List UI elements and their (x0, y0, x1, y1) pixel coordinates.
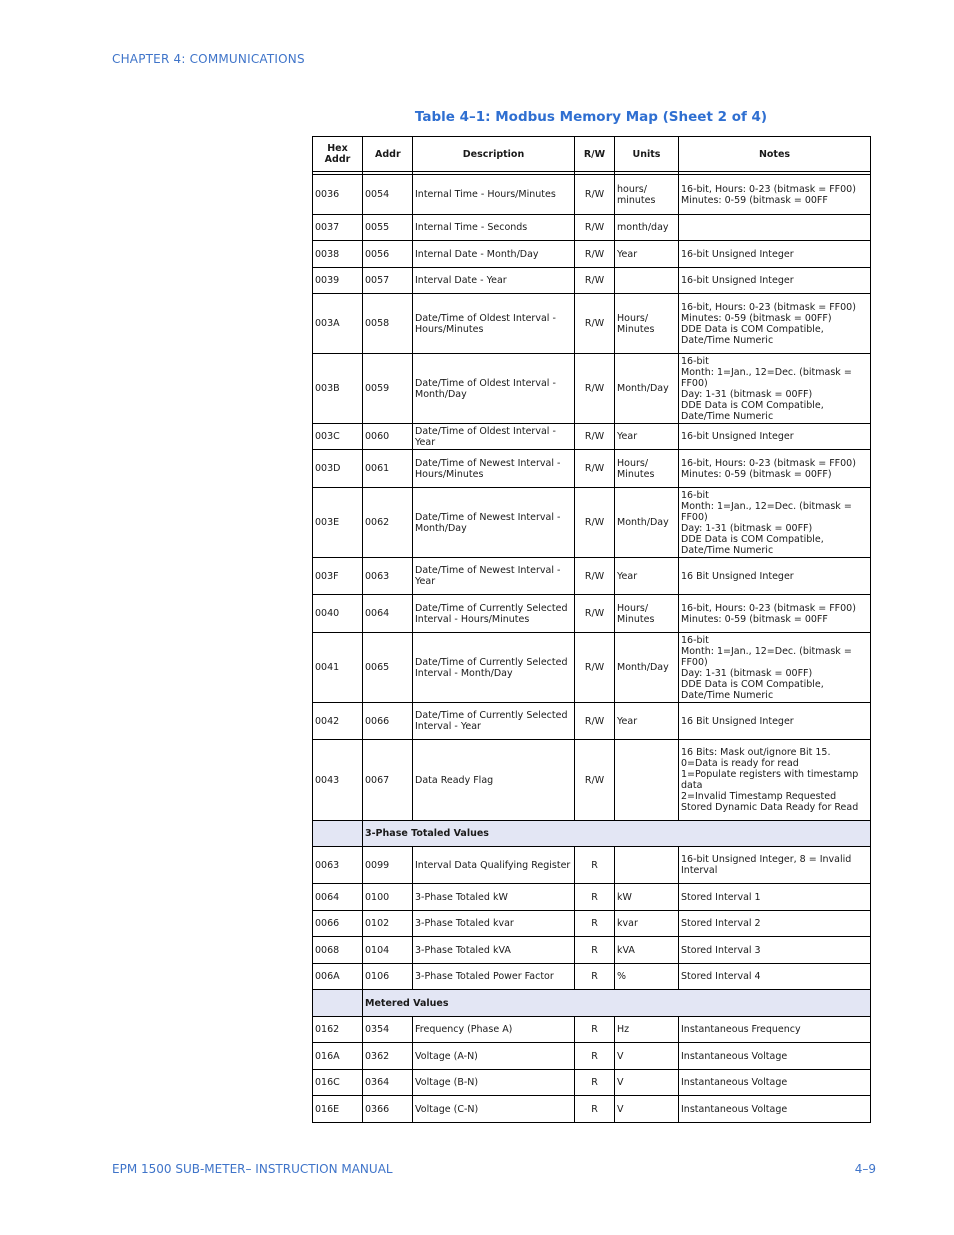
cell-units: kW (615, 884, 679, 911)
cell-hex-addr: 006A (313, 964, 363, 990)
cell-addr: 0066 (363, 703, 413, 740)
cell-notes: 16-bit Month: 1=Jan., 12=Dec. (bitmask = FF00) Day: 1-31 (bitmask = 00FF) DDE Data is COM Compatible, Date/Time Numeric (679, 354, 871, 424)
table-body (313, 175, 871, 1123)
col-header-description: Description (413, 137, 575, 172)
cell-units: kVA (615, 937, 679, 964)
section-row (313, 990, 871, 1017)
cell-notes: 16-bit Unsigned Integer (679, 424, 871, 450)
cell-description: 3-Phase Totaled kVA (413, 937, 575, 964)
cell-notes: Stored Interval 4 (679, 964, 871, 990)
table-row (313, 1070, 871, 1096)
cell-units: Month/Day (615, 633, 679, 703)
table-row (313, 424, 871, 450)
cell-rw: R (575, 937, 615, 964)
cell-notes: Instantaneous Voltage (679, 1096, 871, 1123)
cell-description: Internal Time - Seconds (413, 215, 575, 241)
cell-notes: 16 Bits: Mask out/ignore Bit 15. 0=Data is ready for read 1=Populate registers with timestamp data 2=Invalid Timestamp Requested Stored Dynamic Data Ready for Read (679, 740, 871, 821)
table-row (313, 1043, 871, 1070)
cell-notes: Instantaneous Voltage (679, 1070, 871, 1096)
cell-addr: 0364 (363, 1070, 413, 1096)
table-row (313, 937, 871, 964)
cell-units: Year (615, 703, 679, 740)
cell-addr: 0362 (363, 1043, 413, 1070)
cell-hex-addr: 0041 (313, 633, 363, 703)
cell-addr: 0065 (363, 633, 413, 703)
cell-notes: 16-bit Unsigned Integer (679, 241, 871, 268)
cell-units: V (615, 1043, 679, 1070)
cell-description: Date/Time of Newest Interval - Year (413, 558, 575, 595)
cell-addr: 0064 (363, 595, 413, 633)
table-row (313, 740, 871, 821)
cell-addr: 0056 (363, 241, 413, 268)
cell-hex-addr: 0042 (313, 703, 363, 740)
cell-rw: R (575, 1096, 615, 1123)
cell-rw: R (575, 884, 615, 911)
cell-notes: Stored Interval 2 (679, 911, 871, 937)
cell-rw: R/W (575, 268, 615, 294)
cell-description: Data Ready Flag (413, 740, 575, 821)
col-header-addr: Addr (363, 137, 413, 172)
cell-hex-addr: 0162 (313, 1017, 363, 1043)
cell-addr: 0067 (363, 740, 413, 821)
cell-rw: R/W (575, 740, 615, 821)
cell-notes: 16-bit, Hours: 0-23 (bitmask = FF00) Minutes: 0-59 (bitmask = 00FF) (679, 450, 871, 488)
chapter-header: CHAPTER 4: COMMUNICATIONS (112, 52, 305, 66)
cell-hex-addr: 0068 (313, 937, 363, 964)
cell-addr: 0059 (363, 354, 413, 424)
cell-units (615, 740, 679, 821)
cell-addr: 0054 (363, 175, 413, 215)
cell-hex-addr: 003B (313, 354, 363, 424)
cell-notes: 16-bit Unsigned Integer (679, 268, 871, 294)
section-label: Metered Values (363, 990, 871, 1017)
cell-rw: R (575, 1017, 615, 1043)
cell-rw: R/W (575, 215, 615, 241)
cell-hex-addr: 0037 (313, 215, 363, 241)
cell-addr: 0366 (363, 1096, 413, 1123)
cell-rw: R/W (575, 488, 615, 558)
cell-addr: 0104 (363, 937, 413, 964)
cell-addr: 0100 (363, 884, 413, 911)
cell-units: V (615, 1096, 679, 1123)
cell-rw: R/W (575, 450, 615, 488)
cell-addr: 0102 (363, 911, 413, 937)
cell-units (615, 847, 679, 884)
cell-description: 3-Phase Totaled Power Factor (413, 964, 575, 990)
cell-hex-addr: 016A (313, 1043, 363, 1070)
cell-rw: R (575, 1070, 615, 1096)
cell-rw: R/W (575, 633, 615, 703)
section-row (313, 821, 871, 847)
cell-addr: 0106 (363, 964, 413, 990)
cell-units: % (615, 964, 679, 990)
table-row (313, 294, 871, 354)
cell-description: 3-Phase Totaled kW (413, 884, 575, 911)
cell-notes: 16 Bit Unsigned Integer (679, 703, 871, 740)
cell-notes: 16-bit, Hours: 0-23 (bitmask = FF00) Minutes: 0-59 (bitmask = 00FF) DDE Data is COM Compatible, Date/Time Numeric (679, 294, 871, 354)
cell-description: Date/Time of Newest Interval - Month/Day (413, 488, 575, 558)
cell-hex-addr: 0043 (313, 740, 363, 821)
cell-units: Year (615, 558, 679, 595)
cell-description: 3-Phase Totaled kvar (413, 911, 575, 937)
cell-notes: 16-bit, Hours: 0-23 (bitmask = FF00) Minutes: 0-59 (bitmask = 00FF (679, 175, 871, 215)
cell-hex-addr: 003E (313, 488, 363, 558)
table-header-row (313, 137, 871, 172)
cell-rw: R (575, 1043, 615, 1070)
cell-hex-addr: 0064 (313, 884, 363, 911)
cell-description: Frequency (Phase A) (413, 1017, 575, 1043)
cell-notes: Instantaneous Voltage (679, 1043, 871, 1070)
cell-units: month/day (615, 215, 679, 241)
table-row (313, 241, 871, 268)
modbus-memory-map-table (312, 136, 871, 1123)
cell-description: Voltage (A-N) (413, 1043, 575, 1070)
table-title: Table 4–1: Modbus Memory Map (Sheet 2 of 4) (414, 109, 768, 125)
cell-notes: Stored Interval 1 (679, 884, 871, 911)
cell-notes: 16-bit, Hours: 0-23 (bitmask = FF00) Minutes: 0-59 (bitmask = 00FF (679, 595, 871, 633)
cell-units: Hz (615, 1017, 679, 1043)
cell-addr: 0062 (363, 488, 413, 558)
table-row (313, 847, 871, 884)
table-row (313, 884, 871, 911)
table-row (313, 268, 871, 294)
table-row (313, 450, 871, 488)
cell-notes: Stored Interval 3 (679, 937, 871, 964)
cell-rw: R/W (575, 175, 615, 215)
cell-rw: R (575, 911, 615, 937)
col-header-notes: Notes (679, 137, 871, 172)
cell-rw: R/W (575, 424, 615, 450)
cell-description: Voltage (C-N) (413, 1096, 575, 1123)
cell-units: Month/Day (615, 354, 679, 424)
cell-notes: 16-bit Unsigned Integer, 8 = Invalid Interval (679, 847, 871, 884)
cell-hex-addr: 0063 (313, 847, 363, 884)
cell-addr: 0099 (363, 847, 413, 884)
table-row (313, 488, 871, 558)
footer-manual-title: EPM 1500 SUB-METER– INSTRUCTION MANUAL (112, 1162, 393, 1176)
cell-hex-addr: 003F (313, 558, 363, 595)
cell-hex-addr: 0038 (313, 241, 363, 268)
cell-hex-addr: 003A (313, 294, 363, 354)
cell-addr: 0061 (363, 450, 413, 488)
cell-units: kvar (615, 911, 679, 937)
table-row (313, 1017, 871, 1043)
cell-notes: Instantaneous Frequency (679, 1017, 871, 1043)
cell-units: Hours/ Minutes (615, 450, 679, 488)
cell-rw: R (575, 847, 615, 884)
cell-addr: 0058 (363, 294, 413, 354)
cell-units: Month/Day (615, 488, 679, 558)
table-row (313, 703, 871, 740)
cell-units (615, 268, 679, 294)
cell-description: Voltage (B-N) (413, 1070, 575, 1096)
cell-description: Internal Date - Month/Day (413, 241, 575, 268)
cell-description: Date/Time of Currently Selected Interval - Month/Day (413, 633, 575, 703)
cell-rw: R/W (575, 294, 615, 354)
cell-hex-addr: 0036 (313, 175, 363, 215)
cell-units: Year (615, 424, 679, 450)
footer-page-number: 4–9 (854, 1162, 876, 1176)
cell-description: Internal Time - Hours/Minutes (413, 175, 575, 215)
col-header-units: Units (615, 137, 679, 172)
col-header-rw: R/W (575, 137, 615, 172)
cell-units: V (615, 1070, 679, 1096)
cell-addr: 0060 (363, 424, 413, 450)
cell-rw: R/W (575, 595, 615, 633)
cell-description: Date/Time of Oldest Interval - Month/Day (413, 354, 575, 424)
cell-hex-addr: 0066 (313, 911, 363, 937)
col-header-hex-addr: Hex Addr (313, 137, 363, 172)
table-row (313, 1096, 871, 1123)
cell-notes: 16-bit Month: 1=Jan., 12=Dec. (bitmask = FF00) Day: 1-31 (bitmask = 00FF) DDE Data is COM Compatible, Date/Time Numeric (679, 633, 871, 703)
table-row (313, 595, 871, 633)
cell-description: Date/Time of Oldest Interval - Hours/Minutes (413, 294, 575, 354)
table-row (313, 911, 871, 937)
cell-units: Year (615, 241, 679, 268)
cell-description: Date/Time of Newest Interval - Hours/Minutes (413, 450, 575, 488)
cell-notes: 16 Bit Unsigned Integer (679, 558, 871, 595)
table-row (313, 633, 871, 703)
cell-units: hours/ minutes (615, 175, 679, 215)
cell-rw: R/W (575, 558, 615, 595)
cell-hex-addr: 003D (313, 450, 363, 488)
cell-hex-addr: 0039 (313, 268, 363, 294)
cell-rw: R/W (575, 354, 615, 424)
cell-addr: 0354 (363, 1017, 413, 1043)
cell-addr: 0055 (363, 215, 413, 241)
table-row (313, 354, 871, 424)
table-row (313, 175, 871, 215)
cell-notes (679, 215, 871, 241)
cell-hex-addr: 016E (313, 1096, 363, 1123)
table-row (313, 964, 871, 990)
cell-addr: 0057 (363, 268, 413, 294)
cell-description: Interval Date - Year (413, 268, 575, 294)
cell-rw: R/W (575, 703, 615, 740)
cell-units: Hours/ Minutes (615, 595, 679, 633)
cell-description: Date/Time of Currently Selected Interval - Hours/Minutes (413, 595, 575, 633)
cell-units: Hours/ Minutes (615, 294, 679, 354)
section-label: 3-Phase Totaled Values (363, 821, 871, 847)
cell-description: Interval Data Qualifying Register (413, 847, 575, 884)
cell-description: Date/Time of Currently Selected Interval - Year (413, 703, 575, 740)
table-row (313, 558, 871, 595)
cell-rw: R (575, 964, 615, 990)
cell-description: Date/Time of Oldest Interval - Year (413, 424, 575, 450)
cell-hex-addr: 016C (313, 1070, 363, 1096)
section-spacer (313, 821, 363, 847)
cell-rw: R/W (575, 241, 615, 268)
section-spacer (313, 990, 363, 1017)
cell-notes: 16-bit Month: 1=Jan., 12=Dec. (bitmask = FF00) Day: 1-31 (bitmask = 00FF) DDE Data is COM Compatible, Date/Time Numeric (679, 488, 871, 558)
cell-addr: 0063 (363, 558, 413, 595)
cell-hex-addr: 003C (313, 424, 363, 450)
cell-hex-addr: 0040 (313, 595, 363, 633)
table-row (313, 215, 871, 241)
